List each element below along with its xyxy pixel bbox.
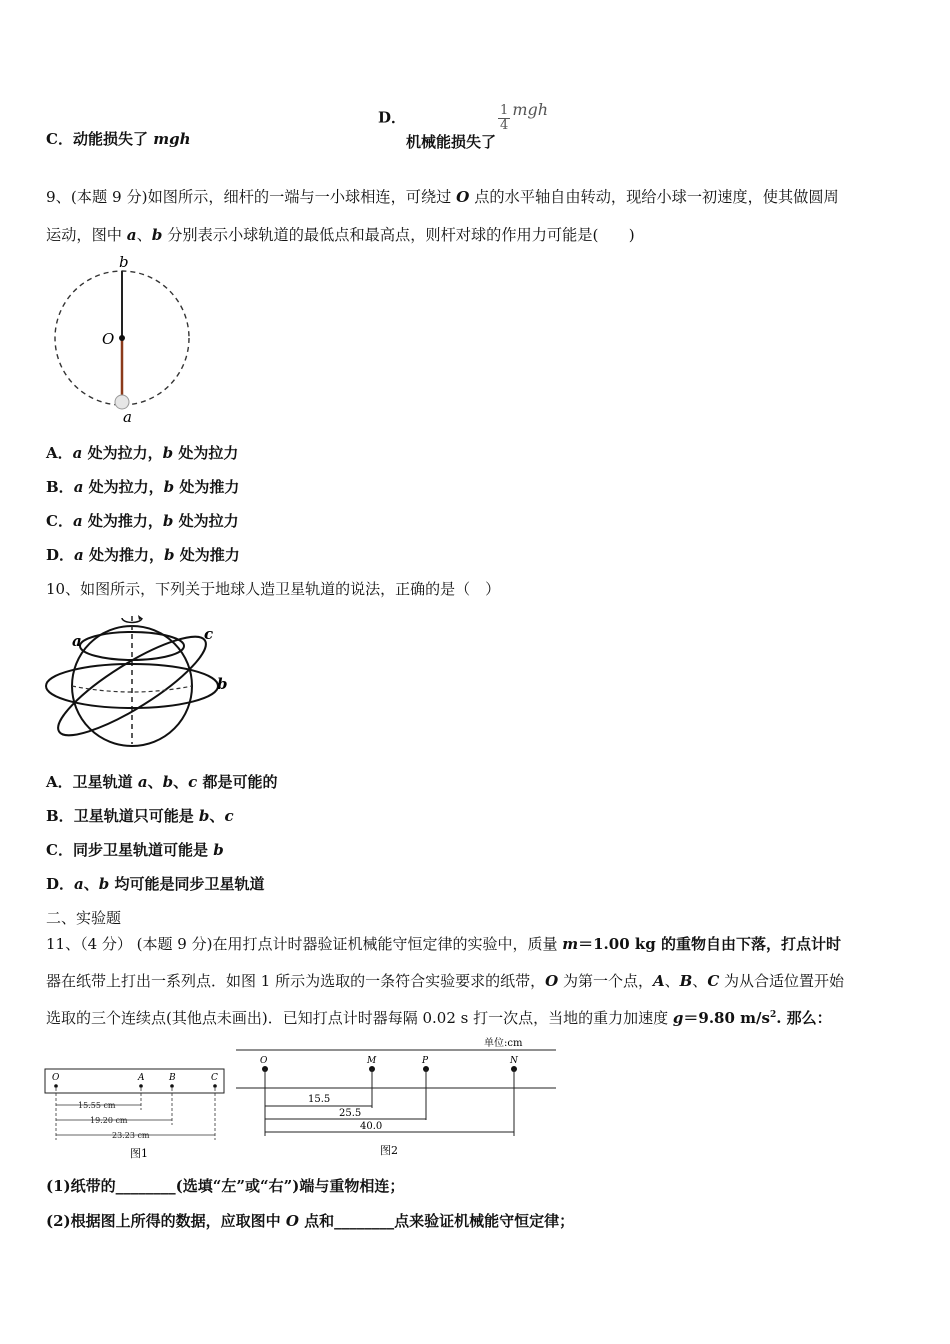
label-A: A	[138, 1073, 145, 1083]
label-O: O	[102, 330, 115, 348]
label-a: a	[123, 408, 132, 424]
q10-stem: 10、如图所示，下列关于地球人造卫星轨道的说法，正确的是（ ）	[46, 580, 501, 598]
caption: 图1	[130, 1147, 148, 1160]
answer-blank-1[interactable]: ________	[115, 1177, 176, 1195]
q10-option-d: D．a、b 均可能是同步卫星轨道	[46, 875, 265, 893]
label-O: O	[52, 1073, 60, 1083]
label-P: P	[422, 1056, 429, 1066]
pivot-point	[119, 335, 125, 341]
q9-option-c: C．a 处为推力，b 处为拉力	[46, 512, 239, 530]
q10-satellite-orbits-figure	[42, 606, 242, 748]
q9-option-b: B．a 处为拉力，b 处为推力	[46, 478, 240, 496]
q9-stem-line1: 9、(本题 9 分)如图所示，细杆的一端与一小球相连，可绕过 O 点的水平轴自由转动，现给小球一初速度，使其做圆周	[46, 188, 839, 206]
q8-option-d: D．机械能损失了 $\frac{1}{4}$ mgh	[378, 99, 549, 151]
q9-circular-motion-figure	[48, 252, 198, 424]
dim-OB: 19.20 cm	[90, 1116, 128, 1125]
q10-option-b: B．卫星轨道只可能是 b、c	[46, 807, 234, 825]
q11-sub2: (2)根据图上所得的数据，应取图中 O 点和________点来验证机械能守恒定律；	[46, 1212, 575, 1230]
dim-ON: 40.0	[360, 1121, 383, 1132]
caption: 图2	[380, 1144, 398, 1157]
q11-stem-line2: 器在纸带上打出一系列点．如图 1 所示为选取的一条符合实验要求的纸带，O 为第一个点，A、B、C 为从合适位置开始	[46, 972, 845, 990]
answer-blank-2[interactable]: ________	[334, 1212, 395, 1230]
label-C: C	[211, 1073, 218, 1083]
ball	[115, 395, 129, 409]
dim-OP: 25.5	[339, 1108, 362, 1119]
q9-option-a: A．a 处为拉力，b 处为拉力	[46, 444, 239, 462]
label-c: c	[204, 625, 214, 643]
label-B: B	[169, 1073, 176, 1083]
dim-OM: 15.5	[308, 1094, 331, 1105]
label-b: b	[217, 675, 228, 693]
dim-OC: 23.23 cm	[112, 1131, 150, 1140]
q11-figure2-tape	[236, 1036, 558, 1160]
section-title: 二、实验题	[46, 909, 122, 927]
label-a: a	[72, 632, 82, 650]
q10-option-a: A．卫星轨道 a、b、c 都是可能的	[46, 773, 278, 791]
q9-stem-line2: 运动，图中 a、b 分别表示小球轨道的最低点和最高点，则杆对球的作用力可能是( )	[46, 226, 635, 244]
q11-stem-line3: 选取的三个连续点(其他点未画出)．已知打点计时器每隔 0.02 s 打一次点，当地的重力加速度 g＝9.80 $m/s^2$. 那么：	[46, 1009, 832, 1027]
q8-option-c: C．动能损失了 mgh	[46, 130, 191, 148]
label-M: M	[367, 1056, 377, 1066]
dim-OA: 15.55 cm	[78, 1101, 116, 1110]
q11-sub1: (1)纸带的________(选填“左”或“右”)端与重物相连；	[46, 1177, 405, 1195]
q11-stem-line1: 11、（4 分） (本题 9 分)在用打点计时器验证机械能守恒定律的实验中，质量 m＝1.00 kg 的重物自由下落，打点计时	[46, 935, 841, 953]
q9-option-d: D．a 处为推力，b 处为推力	[46, 546, 240, 564]
label-N: N	[510, 1056, 518, 1066]
label-O: O	[260, 1056, 268, 1066]
unit-label: 单位:cm	[484, 1038, 523, 1049]
q10-option-c: C．同步卫星轨道可能是 b	[46, 841, 224, 859]
label-b: b	[119, 253, 129, 271]
paper-tape	[45, 1069, 224, 1093]
q11-figure1-tape	[44, 1068, 226, 1160]
